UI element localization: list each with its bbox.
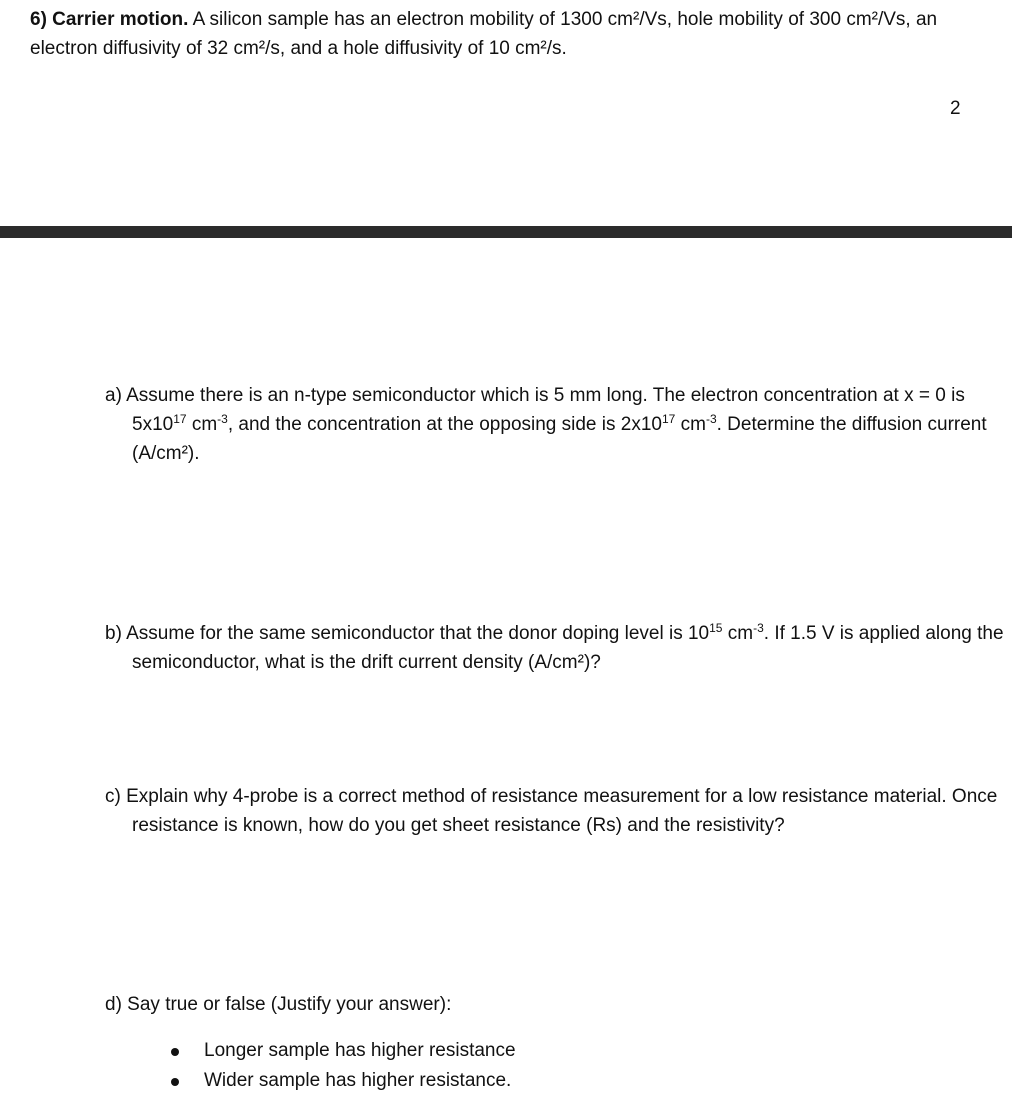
problem-intro: A silicon sample has an electron mobility of 1300 cm²/Vs, hole mobility of 300 cm²/Vs, an electron diffusivity of 32 cm²/s, and a hole diffusivity of 10 cm²/s. [30, 9, 938, 59]
problem-title: 6) Carrier motion. [30, 9, 189, 30]
question-c-text: c) Explain why 4-probe is a correct method of resistance measurement for a low resistance material. Once resistance is known, how do you get sheet resistance (Rs) and the resistivity? [105, 786, 998, 836]
question-b-text-3: . If 1.5 V is applied along the semiconductor, what is the drift current density (A/cm²)? [132, 623, 1004, 673]
question-a-text-5: . Determine the diffusion current (A/cm²). [132, 414, 987, 464]
question-a-text-1: a) Assume there is an n-type semiconductor which is 5 mm long. The electron concentration at x = 0 is 5x10 [105, 385, 965, 435]
page-number: 2 [950, 98, 961, 119]
true-false-list [164, 1036, 764, 1096]
bullet-icon [171, 1078, 179, 1086]
question-b-exponent-1: 15 [709, 621, 723, 635]
problem-statement [30, 5, 980, 63]
page-divider [0, 226, 1012, 238]
bullet-icon [171, 1048, 179, 1056]
question-b-text-2: cm [722, 623, 754, 644]
question-a [105, 381, 1012, 468]
question-a-exponent-4: -3 [705, 412, 717, 426]
question-d-text: d) Say true or false (Justify your answer): [105, 994, 452, 1015]
list-item-text: Wider sample has higher resistance. [204, 1070, 512, 1091]
question-b-exponent-2: -3 [753, 621, 764, 635]
question-b [105, 619, 1012, 677]
list-item [164, 1066, 764, 1096]
list-item-text: Longer sample has higher resistance [204, 1040, 516, 1061]
question-c [105, 782, 1012, 840]
question-d [105, 990, 1012, 1019]
question-a-text-4: cm [675, 414, 706, 435]
list-item [164, 1036, 764, 1066]
question-a-text-3: , and the concentration at the opposing side is 2x10 [227, 414, 662, 435]
question-a-exponent-3: 17 [661, 412, 676, 426]
question-a-text-2: cm [186, 414, 218, 435]
question-a-exponent-2: -3 [217, 412, 228, 426]
question-b-text-1: b) Assume for the same semiconductor that the donor doping level is 10 [105, 623, 710, 644]
question-a-exponent-1: 17 [173, 412, 187, 426]
